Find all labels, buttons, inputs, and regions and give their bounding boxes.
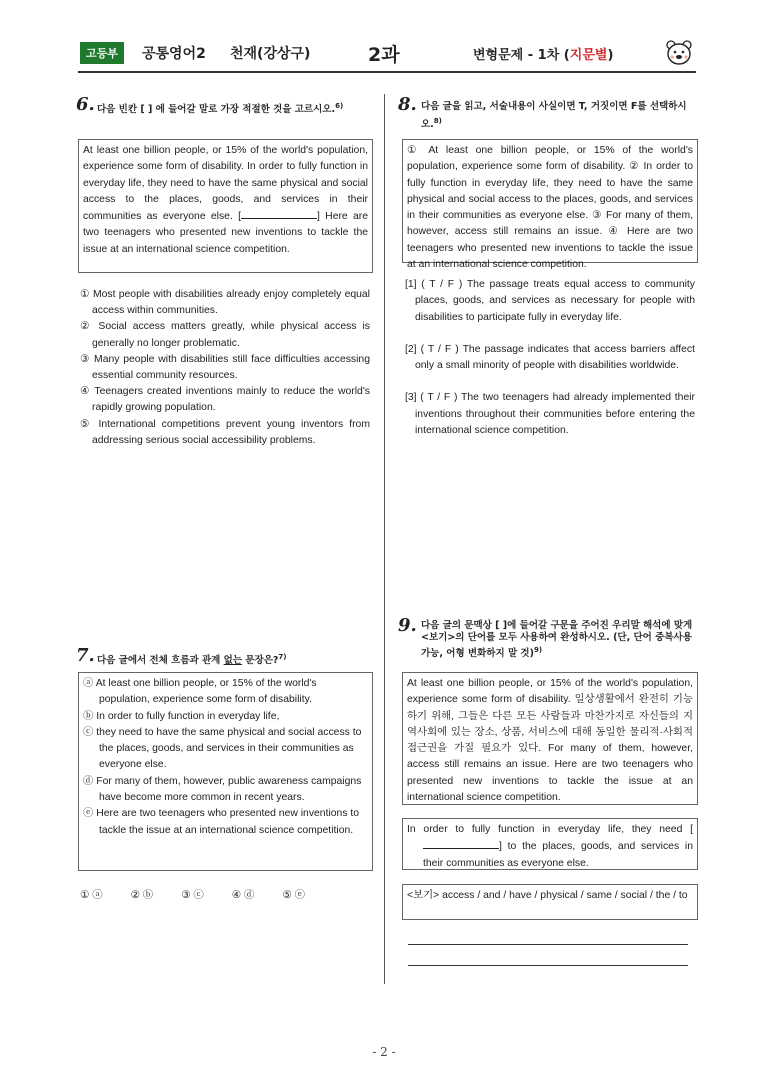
q7-choice-3[interactable]: ③ ⓒ — [181, 890, 204, 901]
q8-passage: ① At least one billion people, or 15% of the world's population, experience some form of disability. ② In order to fully function in everyday life, they need to have the same physical and social access to the places, goods, and services in their communities as everyone else. ③ For many of them, however, access still remains an issue. ④ Here are two teenagers who presented new inventions to tackle the issue at an international science competition. — [402, 139, 698, 263]
test-type-highlight: 지문별 — [569, 48, 608, 63]
column-divider — [384, 94, 385, 984]
q9-bogi-box: <보기> access / and / have / physical / same / social / the / to — [402, 884, 698, 920]
header-rule — [78, 71, 696, 73]
q6-option-1[interactable]: ① Most people with disabilities already enjoy completely equal access within communities. — [80, 289, 370, 317]
q8-number: 8. — [398, 94, 417, 115]
q7-sentence-c: ⓒ they need to have the same physical and social access to the places, goods, and services in their communities as everyone else. — [83, 726, 362, 771]
q6-option-3[interactable]: ③ Many people with disabilities still face difficulties accessing essential community resources. — [80, 353, 370, 382]
subject-title: 공통영어2 — [142, 46, 206, 62]
q6-options — [80, 287, 370, 449]
q9-target-sentence: In order to fully function in everyday life, they need [] to the places, goods, and services in their communities as everyone else. — [402, 818, 698, 870]
q8-tf-item-3[interactable]: [3] ( T / F ) The two teenagers had already implemented their inventions throughout their communities before entering the international science competition. — [405, 392, 695, 437]
q6-option-5[interactable]: ⑤ International competitions prevent young inventors from addressing serious social accessibility problems. — [80, 418, 370, 446]
q7-choice-4[interactable]: ④ ⓓ — [231, 890, 255, 901]
q9-answer-line-1[interactable] — [408, 944, 688, 945]
page-number: - 2 - — [372, 1045, 396, 1059]
lesson-title: 2과 — [368, 44, 400, 66]
publisher-title: 천재(강상구) — [230, 46, 311, 62]
q6-passage: At least one billion people, or 15% of the world's population, experience some form of disability. In order to fully function in everyday life, they need to have the same physical and social access to the places, goods, and services in their communities as everyone else. [ ] Here are two teenagers who presented new inventions to tackle the issue at an international science competition. — [78, 139, 373, 273]
q9-number: 9. — [398, 615, 417, 636]
level-badge: 고등부 — [80, 42, 124, 64]
q6-prompt: 다음 빈칸 [ ] 에 들어갈 말로 가장 적절한 것을 고르시오.$^{6)}$ — [97, 102, 344, 116]
bear-mascot-icon — [663, 36, 695, 68]
q8-tf-items — [405, 277, 695, 439]
q6-option-2[interactable]: ② Social access matters greatly, while physical access is generally no longer problematic. — [80, 321, 370, 349]
q8-prompt: 다음 글을 읽고, 서술내용이 사실이면 T, 거짓이면 F를 선택하시오.$^{8)}$ — [421, 101, 687, 131]
q7-prompt: 다음 글에서 전체 흐름과 관계 없는 문장은?$^{7)}$ — [97, 653, 287, 667]
q9-passage: At least one billion people, or 15% of the world's population, experience some form of disability. 일상생활에서 완전히 기능하기 위해, 그들은 다른 모든 사람들과 마찬가지로 자신들의 지역사회에 있는 장소, 상품, 서비스에 대해 동일한 물리적·사회적 접근권을 가질 필요가 있다. For many of them, however, access still remains an issue. Here are two teenagers who presented new inventions to tackle the issue at an international science competition. — [402, 672, 698, 805]
q7-number: 7. — [76, 645, 95, 666]
q7-sentence-e: ⓔ Here are two teenagers who presented new inventions to tackle the issue at an international science competition. — [83, 808, 360, 836]
q7-sentence-a: ⓐ At least one billion people, or 15% of the world's population, experience some form of disability. — [83, 678, 317, 706]
q7-choice-2[interactable]: ② ⓑ — [130, 890, 154, 901]
q6-blank — [241, 208, 317, 219]
q9-blank — [423, 838, 499, 849]
test-type: 변형문제 - 1차 (지문별) — [473, 48, 614, 63]
q6-number: 6. — [76, 94, 95, 115]
q7-choice-1[interactable]: ① ⓐ — [80, 890, 103, 901]
q8-tf-item-1[interactable]: [1] ( T / F ) The passage treats equal access to community places, goods, and services as necessary for people with disabilities to participate fully in everyday life. — [405, 279, 695, 323]
q8-tf-item-2[interactable]: [2] ( T / F ) The passage indicates that access barriers affect only a small minority of people with disabilities worldwide. — [405, 343, 695, 372]
q7-choice-5[interactable]: ⑤ ⓔ — [282, 890, 305, 901]
page-header — [78, 40, 696, 70]
q7-sentence-b: ⓑ In order to fully function in everyday life, — [83, 710, 280, 722]
q7-passage — [78, 672, 373, 871]
q9-prompt: 다음 글의 문맥상 [ ]에 들어갈 구문을 주어진 우리말 해석에 맞게 <보기>의 단어를 모두 사용하여 완성하시오. (단, 단어 중복사용 가능, 어형 변화하지 말 것)$^{9)}$ — [421, 620, 693, 660]
q7-choices — [80, 886, 305, 901]
q6-option-4[interactable]: ④ Teenagers created inventions mainly to reduce the world's rapidly growing population. — [80, 386, 370, 414]
q9-answer-line-2[interactable] — [408, 965, 688, 966]
q7-sentence-d: ⓓ For many of them, however, public awareness campaigns have become more common in recent years. — [83, 775, 362, 804]
